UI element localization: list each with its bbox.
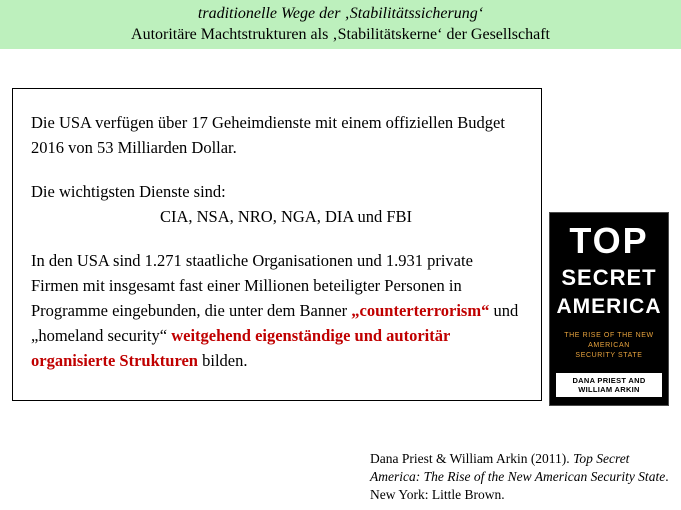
text-segment-plain-2: und „homeland security“	[31, 301, 519, 345]
book-cover-top-secret-america	[549, 212, 669, 406]
book-cover-title-group	[550, 213, 668, 321]
spacer	[31, 160, 523, 179]
book-cover-subtitle-line-2: SECURITY STATE	[575, 352, 643, 359]
citation-block	[370, 450, 675, 504]
header-title-line: Autoritäre Machtstrukturen als ‚Stabilitätskerne‘ der Gesellschaft	[131, 25, 550, 43]
paragraph-main-services-label: Die wichtigsten Dienste sind:	[31, 182, 226, 201]
book-cover-title-top: TOP	[569, 220, 649, 261]
header-subtitle-line: traditionelle Wege der ‚Stabilitätssicherung‘	[197, 4, 484, 22]
citation-title: Top Secret America: The Rise of the New American Security State	[370, 451, 666, 484]
book-cover-title-mid: SECRET	[561, 265, 657, 290]
paragraph-intelligence-budget: Die USA verfügen über 17 Geheimdienste mit einem offiziellen Budget 2016 von 53 Milliarden Dollar.	[31, 113, 505, 157]
slide-header-banner	[0, 0, 681, 49]
citation-publisher: . New York: Little Brown.	[370, 469, 669, 502]
book-cover-subtitle-line-1: THE RISE OF THE NEW AMERICAN	[564, 332, 654, 349]
text-segment-highlight-structures: weitgehend eigenständige und autoritär organisierte Strukturen	[31, 326, 451, 370]
book-cover-subtitle	[550, 331, 668, 361]
citation-authors-year: Dana Priest & William Arkin (2011).	[370, 451, 574, 466]
book-cover-authors: DANA PRIEST AND WILLIAM ARKIN	[556, 373, 662, 397]
paragraph-organizations	[31, 248, 523, 373]
paragraph-agency-list: CIA, NSA, NRO, NGA, DIA und FBI	[159, 207, 413, 226]
text-segment-plain-3: bilden.	[197, 351, 248, 370]
book-cover-title-bottom: AMERICA	[556, 295, 662, 318]
spacer	[31, 229, 523, 248]
text-segment-highlight-counterterrorism: „counterterrorism“	[351, 301, 490, 320]
text-segment-plain-1: In den USA sind 1.271 staatliche Organisationen und 1.931 private Firmen mit insgesamt fast einer Millionen beteiligter Personen in Programme eingebunden, die unter dem Banner	[31, 251, 473, 320]
content-text-box	[12, 88, 542, 401]
